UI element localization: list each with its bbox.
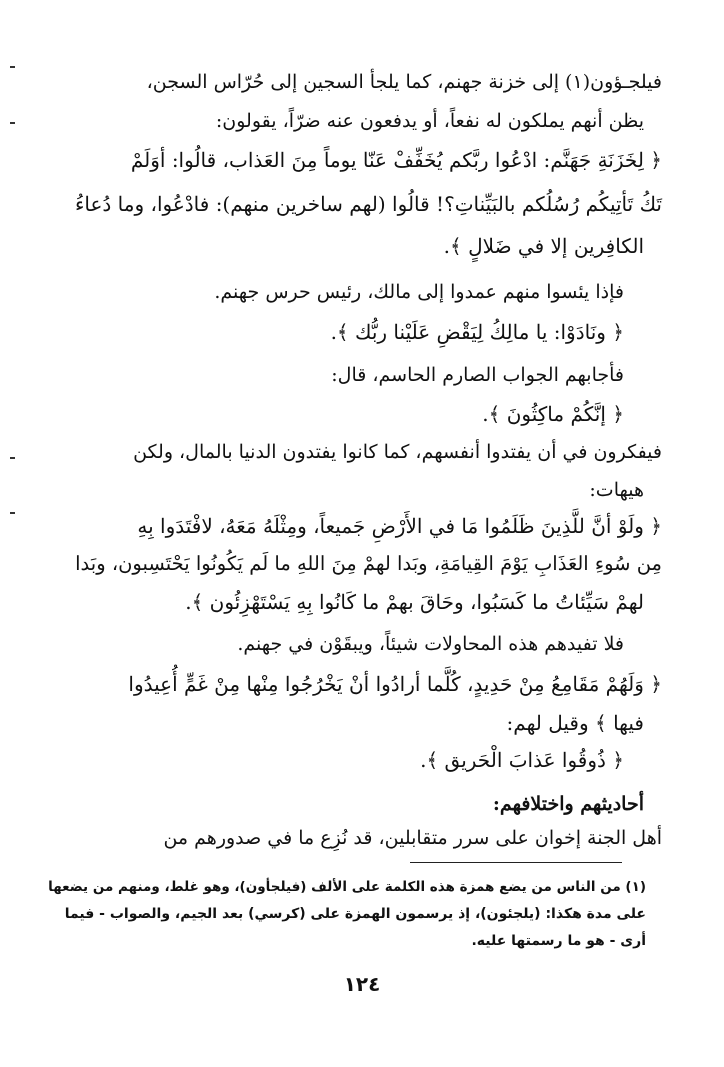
quran-line-7: ﴿ ونَادَوْا: يا مالِكُ لِيَقْضِ عَلَيْنا ربُّك ﴾. (330, 320, 624, 344)
body-line-6: فإذا يئسوا منهم عمدوا إلى مالك، رئيس حرس جهنم. (214, 281, 624, 303)
quran-line-18: ﴿ ذُوقُوا عَذابَ الْحَريق ﴾. (420, 748, 624, 772)
quran-line-13: مِن سُوءِ العَذَابِ يَوْمَ القِيامَةِ، وبَدا لهمْ مِنَ اللهِ ما لَم يَكُونُوا يَحْتَسِبون، وبَدا (75, 552, 662, 575)
quran-line-3: ﴿ لِخَزَنَةِ جَهَنَّم: ادْعُوا ربَّكم يُخَفِّفْ عَنّا يوماً مِنَ العَذاب، قالُوا: أوَلَمْ (130, 148, 662, 172)
body-line-15: فلا تفيدهم هذه المحاولات شيئاً، ويبقَوْن في جهنم. (237, 633, 624, 655)
body-line-1: فيلجـؤون(١) إلى خزنة جهنم، كما يلجأ السجين إلى حُرّاس السجن، (146, 71, 662, 93)
body-line-8: فأجابهم الجواب الصارم الحاسم، قال: (331, 364, 624, 386)
section-heading: أحاديثهم واختلافهم: (492, 793, 644, 815)
quran-line-17: فيها ﴾ وقيل لهم: (506, 711, 644, 735)
footnote-line-2: على مدة هكذا: (يلجئون)، إذ يرسمون الهمزة على (كرسي) بعد الجيم، والصواب - فيما (64, 906, 646, 922)
quran-line-12: ﴿ ولَوْ أنَّ للَّذِينَ ظَلَمُوا مَا في الأَرْضِ جَميعاً، ومِثْلَهُ مَعَهُ، لافْتَدَوا بِهِ (137, 514, 662, 538)
quran-line-5: الكافِرين إلا في ضَلالٍ ﴾. (443, 234, 644, 258)
body-line-11: هيهات: (589, 479, 644, 501)
footnote-separator (410, 862, 622, 863)
quran-line-4: تَكُ تَأتِيكُم رُسُلُكم بالبَيِّناتِ؟! قالُوا (لهم ساخرين منهم): فادْعُوا، وما دُعاءُ (74, 192, 662, 216)
body-line-20: أهل الجنة إخوان على سرر متقابلين، قد نُزِع ما في صدورهم من (163, 827, 662, 849)
body-line-10: فيفكرون في أن يفتدوا أنفسهم، كما كانوا يفتدون الدنيا بالمال، ولكن (133, 441, 662, 463)
body-line-2: يظن أنهم يملكون له نفعاً، أو يدفعون عنه ضرّاً، يقولون: (215, 110, 644, 132)
footnote-line-3: أرى - هو ما رسمتها عليه. (471, 933, 646, 949)
footnote-line-1: (١) من الناس من يضع همزة هذه الكلمة على الألف (فيلجأون)، وهو غلط، ومنهم من يضعها (48, 879, 646, 895)
quran-line-9: ﴿ إنَّكُمْ ماكِثُونَ ﴾. (482, 402, 624, 426)
page-number: ١٢٤ (343, 972, 381, 996)
quran-line-14: لهمْ سَيِّئاتُ ما كَسَبُوا، وحَاقَ بهمْ ما كَانُوا بِهِ يَسْتَهْزِئُون ﴾. (185, 590, 644, 614)
quran-line-16: ﴿ وَلَهُمْ مَقَامِعُ مِنْ حَدِيدٍ، كُلَّما أرادُوا أنْ يَخْرُجُوا مِنْها مِنْ غَمٍّ أُعِيدُوا (128, 672, 662, 696)
